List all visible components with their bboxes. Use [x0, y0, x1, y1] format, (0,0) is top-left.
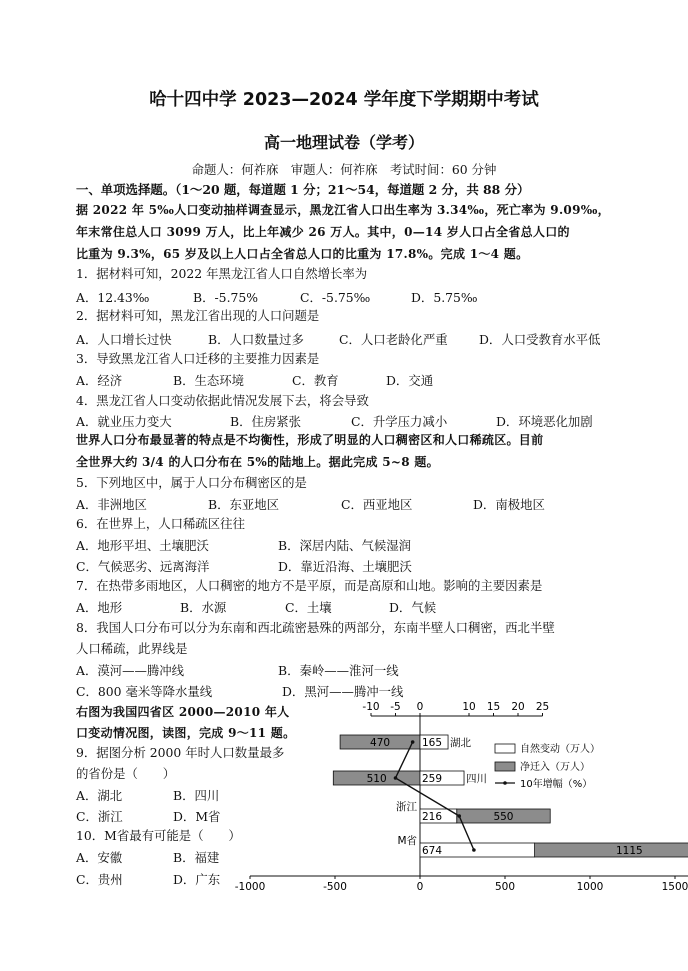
- question-2-option-d: D．人口受教育水平低: [479, 332, 601, 347]
- legend-growth-label: 10年增幅（%）: [520, 779, 593, 790]
- question-9-stem: 9．据图分析 2000 年时人口数量最多: [76, 745, 285, 760]
- question-8-stem: 8．我国人口分布可以分为东南和西北疏密悬殊的两部分，东南半壁人口稠密，西北半壁: [76, 620, 555, 635]
- question-9-option-a: A．湖北: [76, 788, 123, 803]
- net-migration-label: 470: [370, 737, 391, 749]
- material-3-line-1: 右图为我国四省区 2000—2010 年人: [76, 705, 290, 719]
- question-7-option-a: A．地形: [76, 600, 123, 615]
- question-5-option-a: A．非洲地区: [76, 497, 147, 512]
- question-6-option-c: C．气候恶劣、远离海洋: [76, 559, 210, 574]
- exam-meta: 命题人：何祚庥 审题人：何祚庥 考试时间：60 分钟: [191, 162, 497, 177]
- question-7-stem: 7．在热带多雨地区，人口稠密的地方不是平原，而是高原和山地。影响的主要因素是: [76, 578, 543, 593]
- question-4-option-d: D．环境恶化加剧: [496, 414, 593, 429]
- province-label: 湖北: [450, 737, 472, 749]
- top-tick-label: 0: [416, 701, 424, 713]
- top-tick-label: -10: [362, 701, 380, 713]
- material-1-line-1: 据 2022 年 5‰人口变动抽样调查显示，黑龙江省人口出生率为 3.34‰，死亡率为 9.09‰，: [76, 203, 610, 217]
- net-migration-bar: [535, 843, 688, 857]
- legend-growth-point: [503, 781, 507, 785]
- growth-rate-point: [394, 776, 398, 780]
- question-2-option-a: A．人口增长过快: [76, 332, 172, 347]
- growth-rate-line: [396, 742, 474, 850]
- legend-migration-swatch: [495, 762, 515, 771]
- bottom-tick-label: -1000: [234, 881, 266, 893]
- section-heading: 一、单项选择题。（1～20 题，每道题 1 分；21～54，每道题 2 分，共 88 分）: [76, 182, 530, 197]
- question-3-stem: 3．导致黑龙江省人口迁移的主要推力因素是: [76, 351, 320, 366]
- province-label: 四川: [466, 773, 488, 785]
- bottom-tick-label: 1000: [576, 881, 604, 893]
- exam-title: 哈十四中学 2023—2024 学年度下学期期中考试: [149, 90, 539, 110]
- question-7-option-b: B．水源: [180, 600, 227, 615]
- question-1-option-b: B．-5.75%: [193, 290, 259, 305]
- question-8-stem-continued: 人口稀疏，此界线是: [76, 641, 188, 656]
- natural-change-label: 259: [422, 773, 443, 785]
- question-6-option-d: D．靠近沿海、土壤肥沃: [278, 559, 412, 574]
- top-tick-label: -5: [390, 701, 401, 713]
- net-migration-label: 510: [366, 773, 387, 785]
- question-10-option-a: A．安徽: [76, 850, 123, 865]
- question-6-stem: 6．在世界上，人口稀疏区往往: [76, 516, 245, 531]
- growth-rate-point: [472, 848, 476, 852]
- material-3-line-2: 口变动情况图，读图，完成 9～11 题。: [76, 726, 296, 740]
- province-label: 浙江: [396, 801, 417, 813]
- question-1-stem: 1．据材料可知，2022 年黑龙江省人口自然增长率为: [76, 266, 368, 281]
- net-migration-label: 550: [493, 811, 514, 823]
- net-migration-label: 1115: [615, 845, 643, 857]
- natural-change-label: 216: [422, 811, 443, 823]
- material-1-line-3: 比重为 9.3%，65 岁及以上人口占全省总人口的比重为 17.8%。完成 1～4 题。: [76, 247, 529, 261]
- material-1-line-2: 年末常住总人口 3099 万人，比上年减少 26 万人。其中，0—14 岁人口占全省总人口的: [76, 225, 570, 239]
- legend-natural-label: 自然变动（万人）: [520, 744, 600, 755]
- question-4-option-b: B．住房紧张: [230, 414, 302, 429]
- question-1-option-a: A．12.43‰: [76, 290, 150, 305]
- population-change-chart: [234, 700, 688, 895]
- bottom-tick-label: 1500: [661, 881, 688, 893]
- question-3-option-c: C．教育: [292, 373, 339, 388]
- top-tick-label: 25: [535, 701, 550, 713]
- bottom-tick-label: 0: [416, 881, 424, 893]
- question-5-stem: 5．下列地区中，属于人口分布稠密区的是: [76, 475, 307, 490]
- question-3-option-a: A．经济: [76, 373, 123, 388]
- bottom-tick-label: -500: [323, 881, 347, 893]
- question-5-option-c: C．西亚地区: [341, 497, 413, 512]
- material-2-line-2: 全世界大约 3/4 的人口分布在 5%的陆地上。据此完成 5~8 题。: [76, 455, 439, 469]
- question-3-option-d: D．交通: [386, 373, 434, 388]
- question-2-stem: 2．据材料可知，黑龙江省出现的人口问题是: [76, 308, 320, 323]
- question-9-stem-continued: 的省份是（ ）: [76, 766, 176, 781]
- question-4-stem: 4．黑龙江省人口变动依据此情况发展下去，将会导致: [76, 393, 369, 408]
- question-3-option-b: B．生态环境: [173, 373, 245, 388]
- question-7-option-c: C．土壤: [285, 600, 332, 615]
- question-10-stem: 10．M省最有可能是（ ）: [76, 828, 241, 843]
- material-2-line-1: 世界人口分布最显著的特点是不均衡性，形成了明显的人口稠密区和人口稀疏区。目前: [76, 433, 544, 447]
- question-5-option-b: B．东亚地区: [208, 497, 280, 512]
- top-tick-label: 10: [462, 701, 476, 713]
- question-2-option-b: B．人口数量过多: [208, 332, 304, 347]
- natural-change-label: 674: [422, 845, 443, 857]
- question-8-option-c: C．800 毫米等降水量线: [76, 684, 213, 699]
- bottom-tick-label: 500: [494, 881, 516, 893]
- question-7-option-d: D．气候: [389, 600, 437, 615]
- question-10-option-b: B．福建: [173, 850, 220, 865]
- top-tick-label: 20: [511, 701, 525, 713]
- growth-rate-point: [411, 740, 415, 744]
- question-1-option-c: C．-5.75‰: [300, 290, 371, 305]
- question-9-option-b: B．四川: [173, 788, 220, 803]
- legend-natural-swatch: [495, 744, 515, 753]
- question-10-option-d: D．广东: [173, 872, 221, 887]
- natural-change-label: 165: [422, 737, 443, 749]
- question-8-option-b: B．秦岭——淮河一线: [278, 663, 399, 678]
- question-2-option-c: C．人口老龄化严重: [339, 332, 448, 347]
- question-6-option-b: B．深居内陆、气候湿润: [278, 538, 412, 553]
- question-4-option-a: A．就业压力变大: [76, 414, 172, 429]
- growth-rate-point: [457, 814, 461, 818]
- province-label: M省: [397, 835, 417, 847]
- question-8-option-a: A．漠河——腾冲线: [76, 663, 185, 678]
- question-5-option-d: D．南极地区: [473, 497, 545, 512]
- top-tick-label: 15: [486, 701, 501, 713]
- question-10-option-c: C．贵州: [76, 872, 123, 887]
- question-9-option-d: D．M省: [173, 809, 221, 824]
- question-1-option-d: D．5.75‰: [411, 290, 478, 305]
- legend-migration-label: 净迁入（万人）: [520, 762, 590, 773]
- question-8-option-d: D．黑河——腾冲一线: [282, 684, 404, 699]
- question-4-option-c: C．升学压力减小: [351, 414, 448, 429]
- exam-subtitle: 高一地理试卷（学考）: [263, 133, 424, 152]
- question-6-option-a: A．地形平坦、土壤肥沃: [76, 538, 209, 553]
- question-9-option-c: C．浙江: [76, 809, 123, 824]
